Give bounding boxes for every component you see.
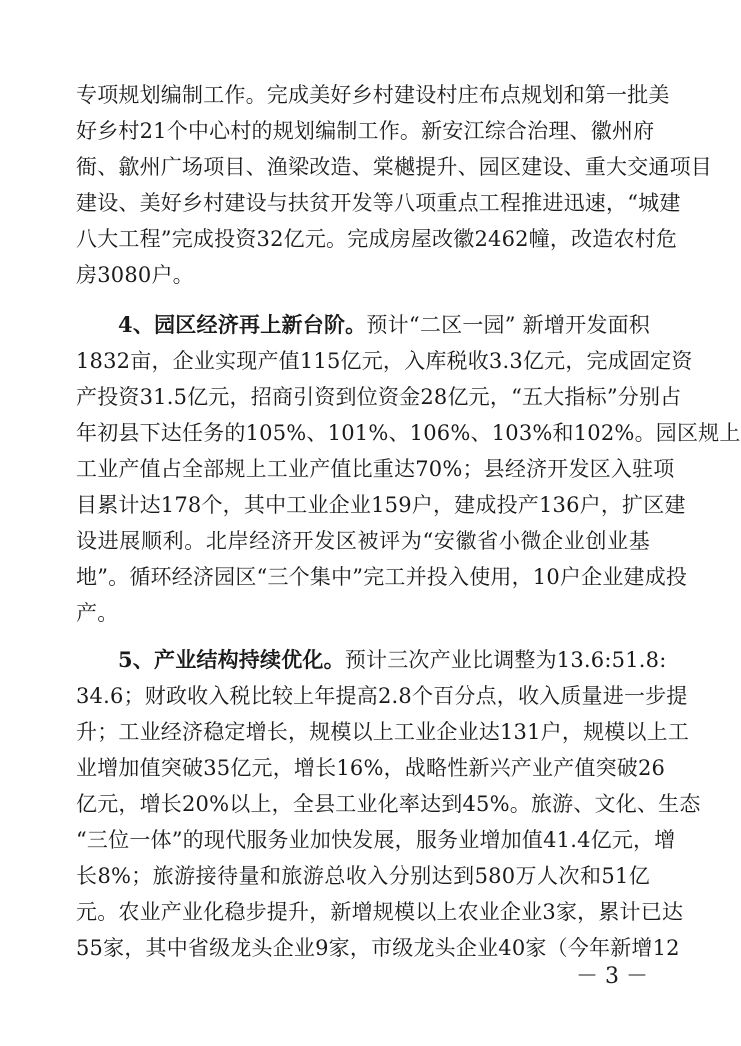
body-text-line: 亿元，增长20%以上，全县工业化率达到45%。旅游、文化、生态 <box>76 792 701 816</box>
body-text-line: 衙、歙州广场项目、渔梁改造、棠樾提升、园区建设、重大交通项目 <box>76 155 712 179</box>
body-text-line: 34.6；财政收入税比较上年提高2.8个百分点，收入质量进一步提 <box>76 684 688 708</box>
body-text-line: “三位一体”的现代服务业加快发展，服务业增加值41.4亿元，增 <box>76 828 676 852</box>
body-text-line: 好乡村21个中心村的规划编制工作。新安江综合治理、徽州府 <box>76 119 655 143</box>
body-text-line: 房3080户。 <box>76 263 194 287</box>
body-text-line: 工业产值占全部规上工业产值比重达70%；县经济开发区入驻项 <box>76 457 675 481</box>
body-text-line: 专项规划编制工作。完成美好乡村建设村庄布点规划和第一批美 <box>76 83 670 107</box>
body-text-line: 地”。循环经济园区“三个集中”完工并投入使用，10户企业建成投 <box>76 565 688 589</box>
body-text-line: 年初县下达任务的105%、101%、106%、103%和102%。园区规上 <box>76 421 741 445</box>
body-text-line: 1832亩，企业实现产值115亿元，入库税收3.3亿元，完成固定资 <box>76 349 693 373</box>
body-text-line: 55家，其中省级龙头企业9家，市级龙头企业40家（今年新增12 <box>76 936 680 960</box>
page-number: － 3 － <box>576 964 648 989</box>
body-text-line: 建设、美好乡村建设与扶贫开发等八项重点工程推进迅速，“城建 <box>76 191 681 215</box>
section-4-first-line <box>118 308 650 342</box>
body-text-line: 产投资31.5亿元，招商引资到位资金28亿元，“五大指标”分别占 <box>76 385 682 409</box>
section-5-first-line <box>118 643 667 677</box>
body-text-line: 长8%；旅游接待量和旅游总收入分别达到580万人次和51亿 <box>76 864 650 888</box>
body-text-line: 元。农业产业化稳步提升，新增规模以上农业企业3家，累计已达 <box>76 900 684 924</box>
section-5-first-line-text: 预计三次产业比调整为13.6:51.8: <box>344 648 667 672</box>
body-text-line: 目累计达178个，其中工业企业159户，建成投产136户，扩区建 <box>76 493 686 517</box>
section-4-heading: 4、园区经济再上新台阶。 <box>118 312 367 337</box>
body-text-line: 八大工程”完成投资32亿元。完成房屋改徽2462幢，改造农村危 <box>76 227 678 251</box>
section-5-heading: 5、产业结构持续优化。 <box>118 647 345 672</box>
body-text-line: 业增加值突破35亿元，增长16%，战略性新兴产业产值突破26 <box>76 756 666 780</box>
body-text-line: 升；工业经济稳定增长，规模以上工业企业达131户，规模以上工 <box>76 720 690 744</box>
body-text-line: 产。 <box>76 601 119 625</box>
section-4-first-line-text: 预计“二区一园” 新增开发面积 <box>366 313 650 337</box>
body-text-line: 设进展顺利。北岸经济开发区被评为“安徽省小微企业创业基 <box>76 529 650 553</box>
